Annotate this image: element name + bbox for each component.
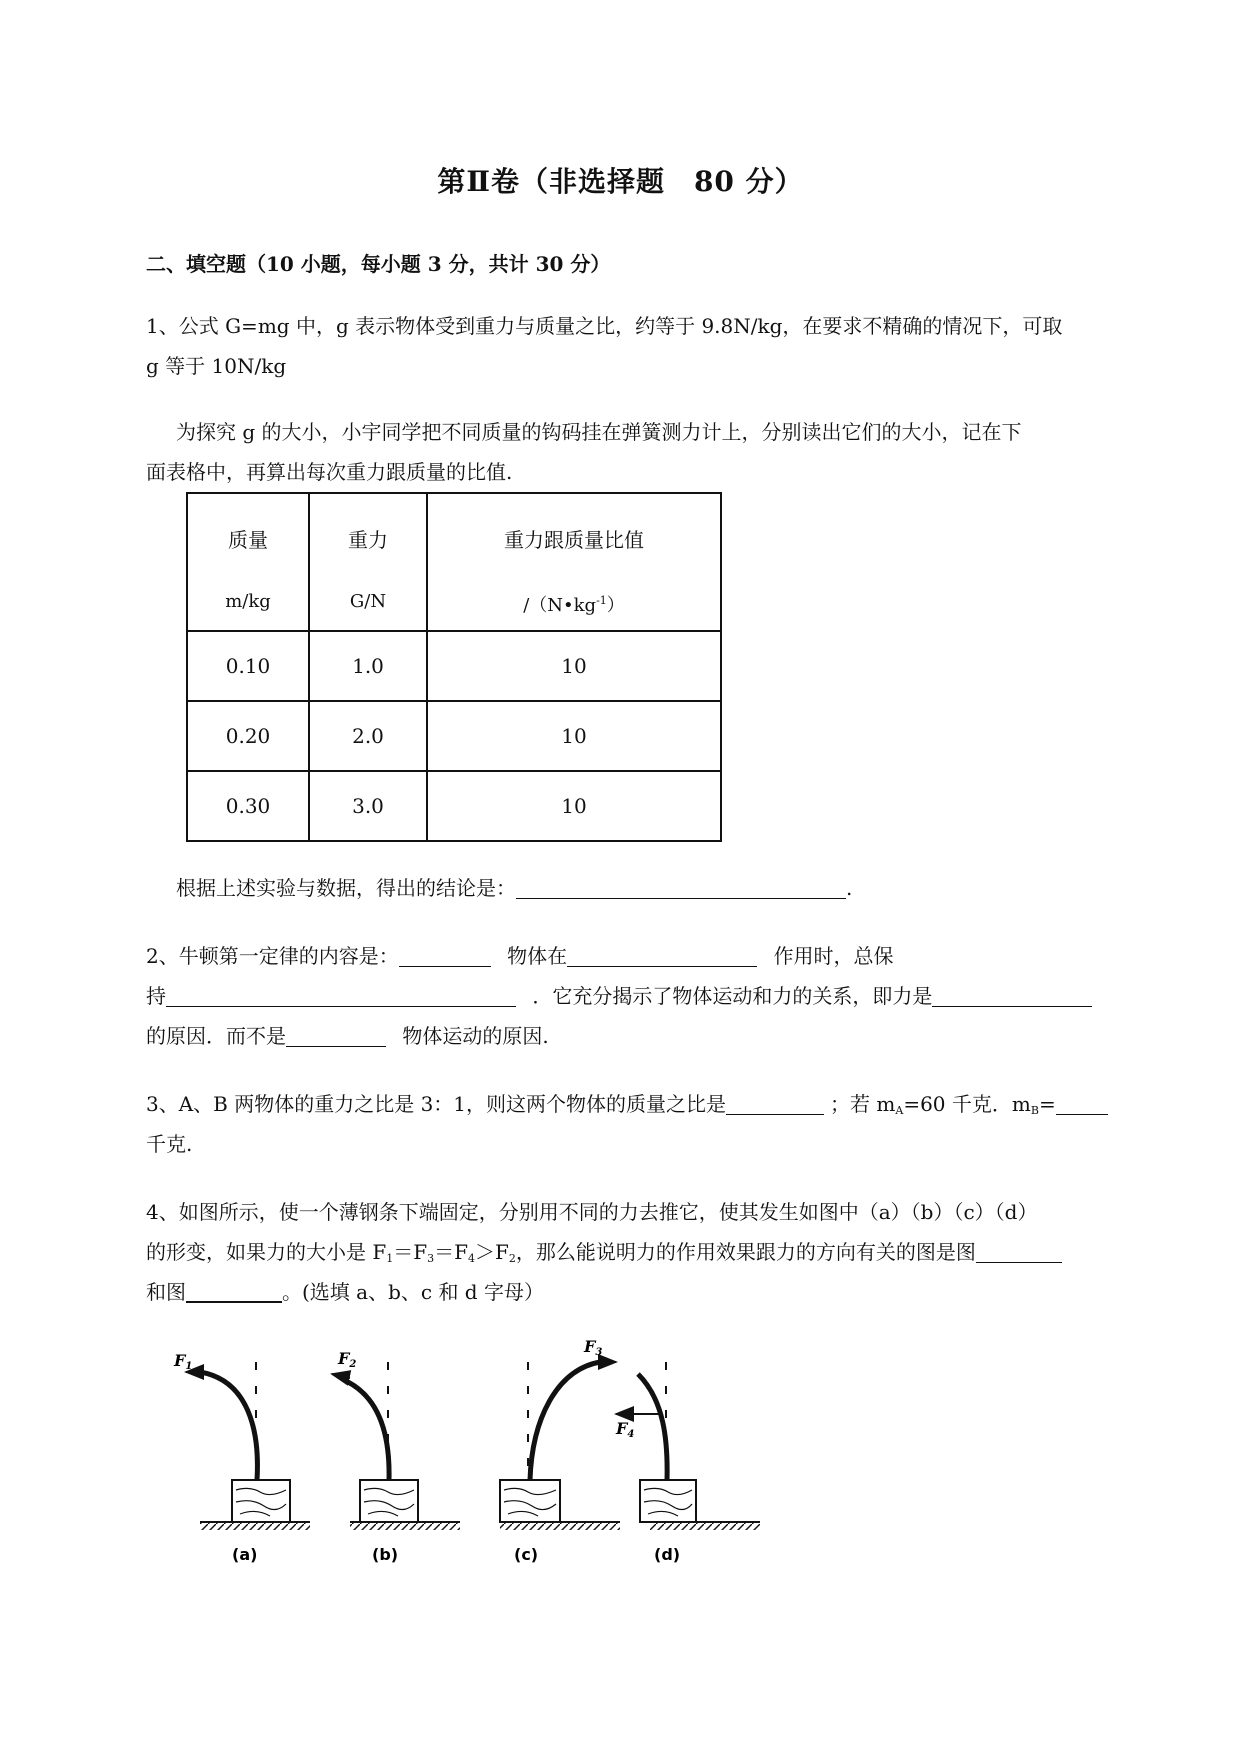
q3-text: ；若 m (830, 1092, 896, 1116)
table-cell: 1.0 (309, 631, 427, 701)
table-cell: 10 (427, 701, 721, 771)
header-gravity-unit: G/N (349, 591, 387, 612)
force-arrow (332, 1374, 350, 1378)
q3-blank-1[interactable] (726, 1092, 824, 1115)
q2-text: 物体运动的原因. (402, 1024, 549, 1048)
q2-line2 (146, 976, 1092, 1016)
table-cell: 0.20 (187, 701, 309, 771)
q1-conclusion-label: 根据上述实验与数据，得出的结论是： (176, 876, 516, 900)
table-cell: 10 (427, 631, 721, 701)
steel-strip (200, 1372, 257, 1480)
q2-blank-4[interactable] (932, 984, 1092, 1007)
q3-line2: 千克. (146, 1132, 193, 1156)
force-label-f4: F4 (616, 1419, 635, 1440)
q2-blank-1[interactable] (399, 944, 491, 967)
steel-strip (530, 1362, 600, 1480)
header-mass-label: 质量 (228, 528, 268, 552)
steel-strip (348, 1382, 389, 1480)
q4-sub: 4 (468, 1252, 476, 1265)
q2-blank-3[interactable] (166, 984, 516, 1007)
q3-text: 3、A、B 两物体的重力之比是 3：1，则这两个物体的质量之比是 (146, 1092, 727, 1116)
panel-label-b: (b) (372, 1545, 399, 1564)
panel-label-c: (c) (514, 1545, 539, 1564)
q4-sub: 1 (386, 1252, 394, 1265)
table-row (187, 771, 721, 841)
q4-sub: 3 (427, 1252, 435, 1265)
q2-text: 的原因．而不是 (146, 1024, 286, 1048)
ground-lines (200, 1522, 760, 1530)
q1-answer-blank[interactable] (516, 876, 846, 899)
table-cell: 3.0 (309, 771, 427, 841)
q2-text: ．它充分揭示了物体运动和力的关系，即力是 (532, 984, 933, 1008)
q4-text: 。(选填 a、b、c 和 d 字母） (282, 1280, 544, 1304)
table-cell: 0.10 (187, 631, 309, 701)
q4-line1: 4、如图所示，使一个薄钢条下端固定，分别用不同的力去推它，使其发生如图中（a）（b）（c）（d） (146, 1200, 1038, 1224)
q4-blank-2[interactable] (186, 1279, 282, 1303)
panel-label-d: (d) (654, 1545, 681, 1564)
steel-strip (638, 1374, 667, 1480)
header-cell-gravity (309, 493, 427, 631)
q2-blank-2[interactable] (567, 944, 757, 967)
table-cell: 10 (427, 771, 721, 841)
q1-para2-line2: 面表格中，再算出每次重力跟质量的比值. (146, 460, 513, 484)
table-header-row (187, 493, 721, 631)
q3-sub-a: A (895, 1104, 904, 1117)
q1-text-line2: g 等于 10N/kg (146, 354, 287, 378)
header-cell-ratio (427, 493, 721, 631)
force-label-f3: F3 (584, 1340, 603, 1358)
q4-text: 的形变，如果力的大小是 F (146, 1240, 387, 1264)
table-row (187, 701, 721, 771)
page-title: 第Ⅱ卷（非选择题 80 分） (437, 165, 804, 198)
q2-text: 2、牛顿第一定律的内容是： (146, 944, 399, 968)
data-table (186, 492, 722, 842)
q2-line3 (146, 1016, 549, 1056)
force-label-f1: F1 (174, 1351, 193, 1372)
q4-text: ，那么能说明力的作用效果跟力的方向有关的图是图 (515, 1240, 976, 1264)
q4-text: 和图 (146, 1280, 186, 1304)
force-label-f2: F2 (338, 1349, 357, 1370)
q3-blank-2[interactable] (1056, 1092, 1108, 1115)
q4-blank-1[interactable] (976, 1240, 1062, 1263)
panel-c (500, 1340, 616, 1564)
table-cell: 0.30 (187, 771, 309, 841)
header-mass-unit: m/kg (225, 591, 271, 612)
q3-text: = (1038, 1092, 1056, 1116)
q4-text: ＞F (475, 1240, 509, 1264)
q2-text: 物体在 (507, 944, 568, 968)
header-ratio-label: 重力跟质量比值 (504, 528, 644, 552)
panel-label-a: (a) (232, 1545, 258, 1564)
section-heading: 二、填空题（10 小题，每小题 3 分，共计 30 分） (146, 252, 611, 276)
panel-a (173, 1351, 290, 1564)
header-cell-mass (187, 493, 309, 631)
table-row (187, 631, 721, 701)
q1-conclusion (176, 868, 852, 908)
q1-conclusion-period: . (846, 876, 853, 900)
steel-strip-figure (160, 1340, 810, 1580)
header-gravity-label: 重力 (348, 528, 388, 552)
panel-d (615, 1362, 696, 1564)
q1-text-line1: 1、公式 G=mg 中，g 表示物体受到重力与质量之比，约等于 9.8N/kg，在要求不精确的情况下，可取 (146, 314, 1063, 338)
panel-b (332, 1349, 418, 1564)
q3-text: =60 千克．m (903, 1092, 1031, 1116)
table-cell: 2.0 (309, 701, 427, 771)
q4-sub: 2 (508, 1252, 516, 1265)
q2-text: 作用时，总保 (773, 944, 894, 968)
q1-para2-line1: 为探究 g 的大小，小宇同学把不同质量的钩码挂在弹簧测力计上，分别读出它们的大小，记在下 (176, 420, 1022, 444)
q2-blank-5[interactable] (286, 1024, 386, 1047)
q4-text: ＝F (434, 1240, 469, 1264)
header-ratio-unit: $/(N•kg^{-1})$ (523, 594, 625, 616)
q4-text: ＝F (393, 1240, 428, 1264)
q2-text: 持 (146, 984, 166, 1008)
q3-sub-b: B (1030, 1104, 1039, 1117)
q4-line3 (146, 1272, 544, 1312)
q2-line1 (146, 936, 893, 976)
q3-line1 (146, 1084, 1108, 1131)
